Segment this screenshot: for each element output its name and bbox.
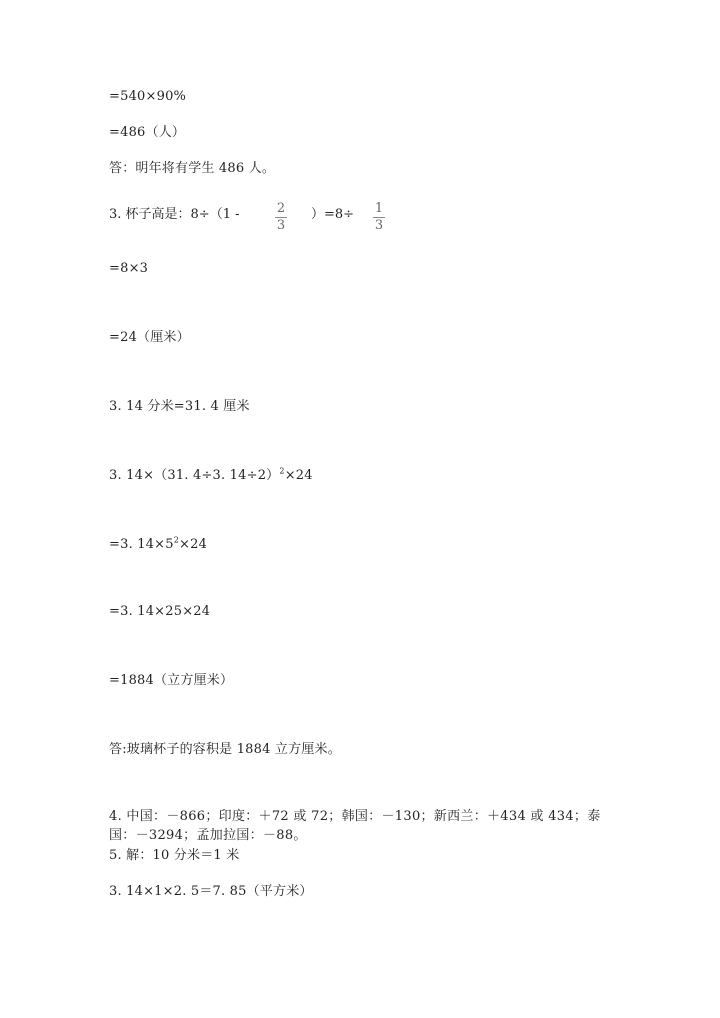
question-4-answer: 4. 中国：－866；印度：＋72 或 72；韩国：－130；新西兰：＋434 或 434；泰国：－3294；孟加拉国：－88。	[109, 809, 601, 843]
conversion-line: 3. 14 分米=31. 4 厘米	[109, 399, 250, 414]
fraction-denominator: 3	[374, 218, 384, 233]
question-5-line-2: 3. 14×1×2. 5＝7. 85（平方米）	[109, 884, 313, 899]
answer-line-2: 答:玻璃杯子的容积是 1884 立方厘米。	[109, 742, 341, 757]
calc-line-4: =24（厘米）	[109, 330, 190, 345]
fraction-numerator: 1	[374, 201, 384, 216]
volume-formula-b: ×24	[284, 468, 313, 483]
fraction-denominator: 3	[276, 218, 286, 233]
volume-step-1-b: ×24	[179, 537, 208, 552]
answer-line-1: 答：明年将有学生 486 人。	[109, 161, 276, 176]
calc-line-1: =540×90%	[109, 89, 187, 104]
volume-step-1-a: =3. 14×5	[109, 537, 174, 552]
fraction-one-third	[371, 201, 387, 234]
fraction-numerator: 2	[276, 201, 286, 216]
calc-line-2: =486（人）	[109, 125, 186, 140]
exponent: 2	[173, 535, 180, 545]
question-5-line-1: 5. 解：10 分米＝1 米	[109, 848, 240, 863]
volume-formula-line	[109, 467, 313, 485]
formula-prefix: 3. 杯子高是：8÷（1 -	[109, 207, 240, 222]
volume-formula-a: 3. 14×（31. 4÷3. 14÷2）	[109, 468, 280, 483]
volume-result: =1884（立方厘米）	[109, 673, 234, 688]
fraction-two-thirds	[273, 201, 289, 234]
volume-step-2: =3. 14×25×24	[109, 604, 211, 619]
calc-line-3: =8×3	[109, 261, 149, 276]
formula-middle: ）=8÷	[311, 207, 355, 222]
volume-step-1	[109, 536, 207, 554]
exponent: 2	[279, 466, 285, 476]
